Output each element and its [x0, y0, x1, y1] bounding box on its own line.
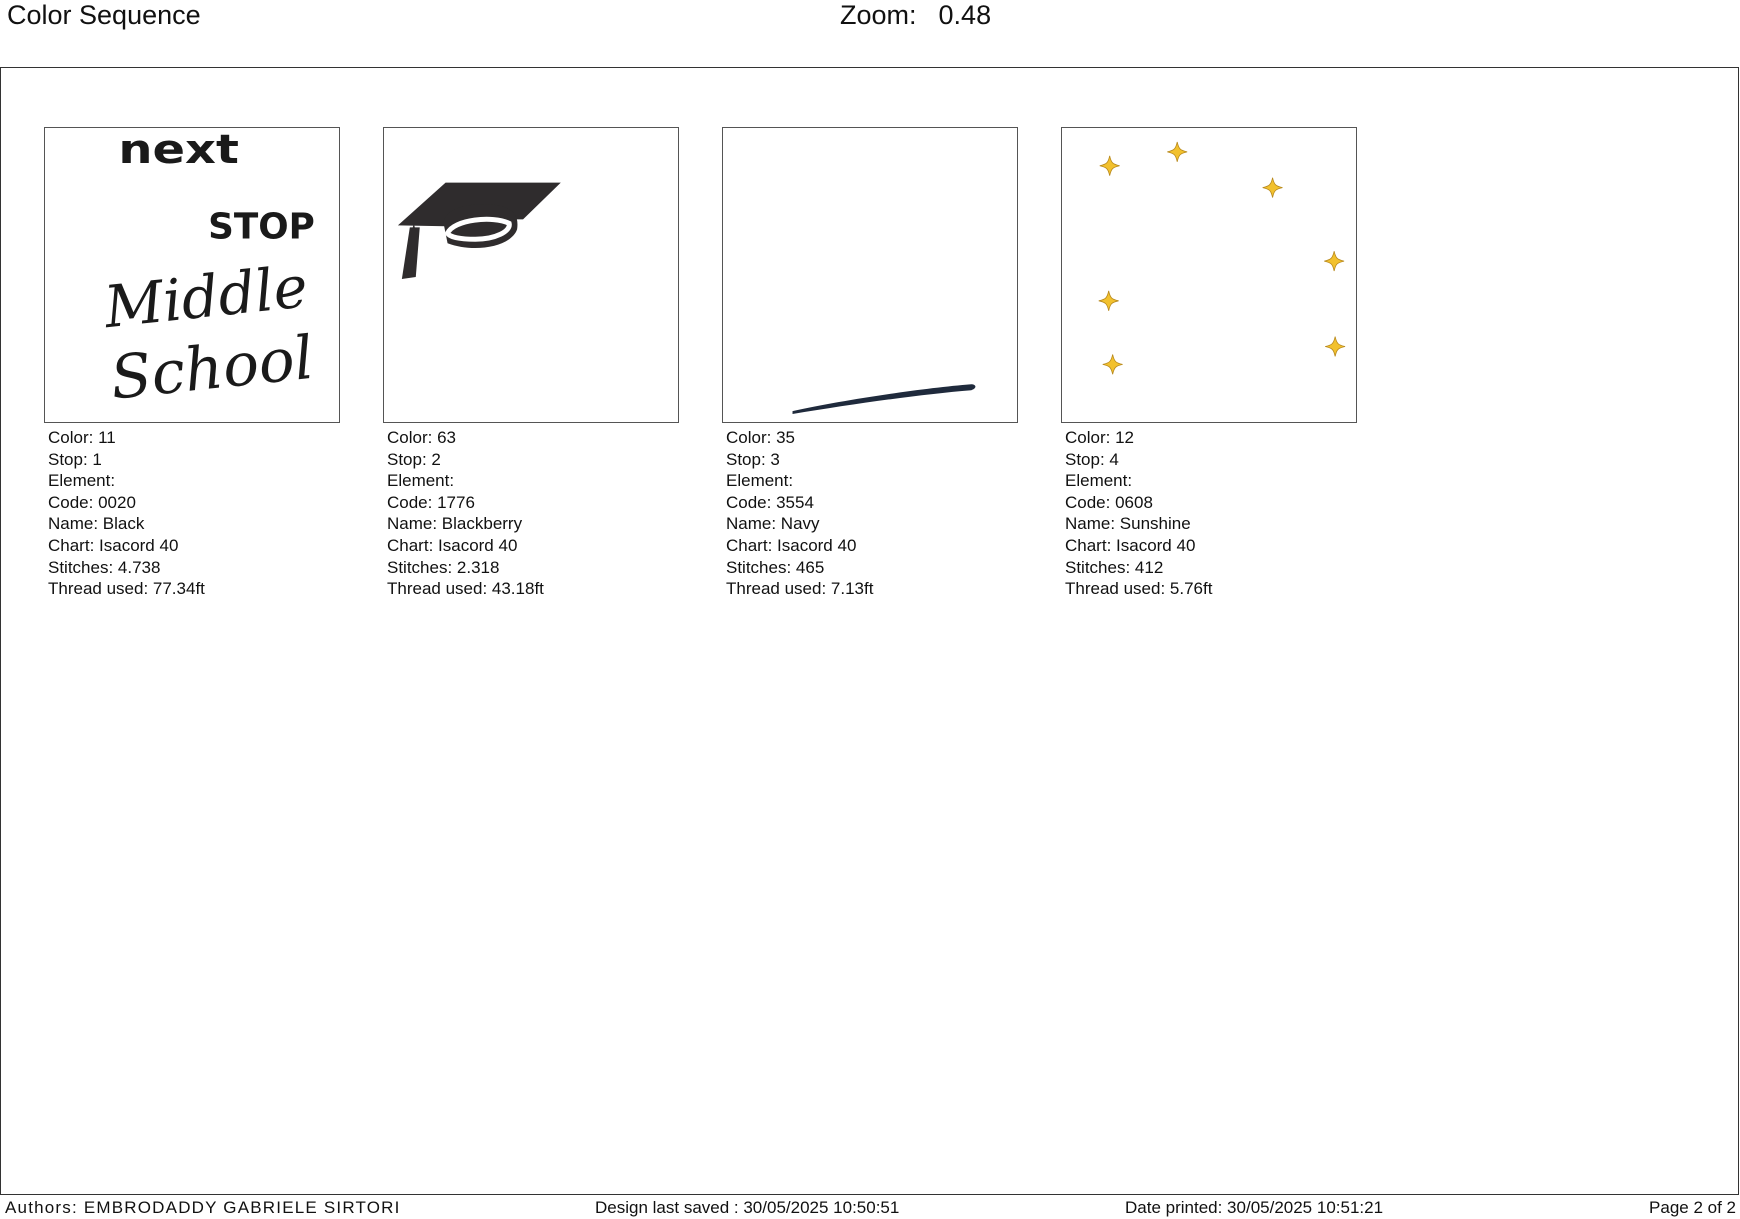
graduation-cap-icon	[384, 128, 678, 422]
underline-stroke-icon	[723, 128, 1017, 422]
color-stop-card-2	[383, 127, 683, 600]
thread-name: Name: Sunshine	[1065, 514, 1191, 534]
thread-code: Code: 0608	[1065, 492, 1153, 512]
page-footer	[0, 1197, 1740, 1219]
star-icon	[1325, 337, 1345, 357]
thread-used: Thread used: 43.18ft	[387, 579, 544, 599]
color-number: Color: 11	[48, 428, 116, 447]
next-stop-middle-school-lettering	[45, 128, 339, 422]
thread-info-3	[726, 427, 1022, 600]
color-stop-card-4	[1061, 127, 1361, 600]
thread-used: Thread used: 5.76ft	[1065, 579, 1213, 599]
stop-number: Stop: 3	[726, 449, 780, 469]
thread-chart: Chart: Isacord 40	[726, 535, 857, 555]
element-label: Element:	[387, 471, 455, 491]
footer-design-saved: Design last saved : 30/05/2025 10:50:51	[595, 1198, 900, 1217]
color-number: Color: 63	[387, 428, 456, 447]
stop-number: Stop: 4	[1065, 449, 1119, 469]
star-icon	[1324, 251, 1344, 271]
thread-code: Code: 3554	[726, 492, 814, 512]
footer-authors: Authors: EMBRODADDY GABRIELE SIRTORI	[5, 1198, 401, 1217]
thread-info-2	[387, 427, 683, 600]
thread-code: Code: 0020	[48, 492, 136, 512]
thread-used: Thread used: 7.13ft	[726, 579, 874, 599]
stop-number: Stop: 2	[387, 449, 441, 469]
thread-used: Thread used: 77.34ft	[48, 579, 205, 599]
color-stop-card-3	[722, 127, 1022, 600]
thread-preview-2	[383, 127, 679, 423]
thread-name: Name: Blackberry	[387, 514, 523, 534]
thread-preview-1	[44, 127, 340, 423]
preview-text-next: next	[118, 128, 239, 173]
thread-info-4	[1065, 427, 1361, 600]
thread-info-1	[48, 427, 344, 600]
sparkle-stars-icon	[1062, 128, 1356, 422]
stitch-count: Stitches: 465	[726, 557, 825, 577]
thread-preview-3	[722, 127, 1018, 423]
color-number: Color: 12	[1065, 428, 1134, 447]
zoom-indicator	[840, 0, 991, 30]
element-label: Element:	[726, 471, 794, 491]
preview-text-school: School	[107, 323, 317, 414]
footer-page-number: Page 2 of 2	[1649, 1198, 1736, 1217]
stop-number: Stop: 1	[48, 449, 102, 469]
element-label: Element:	[48, 471, 116, 491]
thread-chart: Chart: Isacord 40	[387, 535, 518, 555]
preview-text-stop: STOP	[208, 206, 315, 248]
thread-chart: Chart: Isacord 40	[1065, 535, 1196, 555]
thread-preview-4	[1061, 127, 1357, 423]
element-label: Element:	[1065, 471, 1133, 491]
star-icon	[1167, 142, 1187, 162]
stitch-count: Stitches: 412	[1065, 557, 1164, 577]
thread-name: Name: Black	[48, 514, 145, 534]
color-number: Color: 35	[726, 428, 795, 447]
stitch-count: Stitches: 4.738	[48, 557, 161, 577]
star-icon	[1099, 291, 1119, 311]
zoom-label: Zoom:	[840, 0, 917, 30]
star-icon	[1263, 178, 1283, 198]
stitch-count: Stitches: 2.318	[387, 557, 500, 577]
page-title: Color Sequence	[7, 0, 201, 30]
thread-chart: Chart: Isacord 40	[48, 535, 179, 555]
star-icon	[1103, 354, 1123, 374]
thread-code: Code: 1776	[387, 492, 475, 512]
footer-date-printed: Date printed: 30/05/2025 10:51:21	[1125, 1198, 1384, 1217]
star-icon	[1100, 156, 1120, 176]
thread-name: Name: Navy	[726, 514, 820, 534]
preview-text-middle: Middle	[101, 253, 311, 342]
color-stop-card-1	[44, 127, 344, 600]
zoom-value: 0.48	[938, 0, 992, 30]
